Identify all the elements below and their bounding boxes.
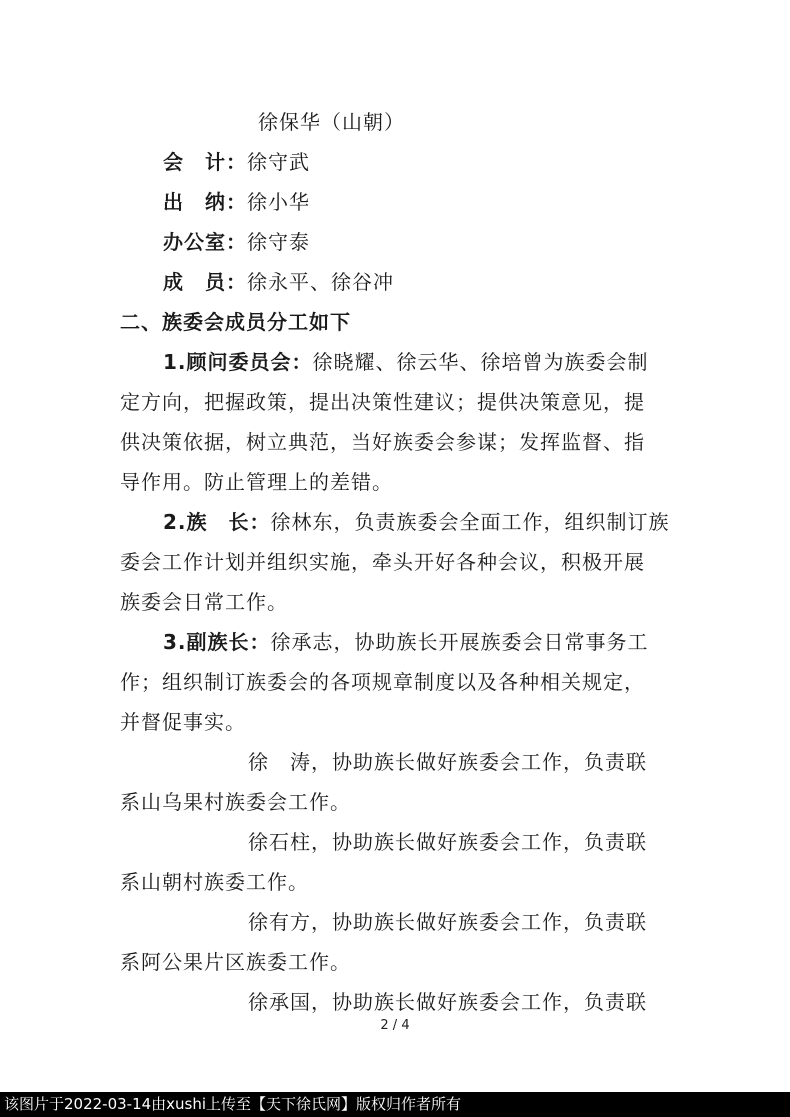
paragraph-line: 供决策依据，树立典范，当好族委会参谋；发挥监督、指 bbox=[120, 430, 645, 454]
paragraph-line: 并督促事实。 bbox=[120, 710, 246, 734]
role-label: 1.顾问委员会： bbox=[163, 350, 313, 374]
paragraph-line: 徐承国，协助族长做好族委会工作，负责联 bbox=[248, 990, 647, 1014]
name-line: 徐保华（山朝） bbox=[258, 110, 405, 134]
paragraph-line: 2.族 长：徐林东，负责族委会全面工作，组织制订族 bbox=[163, 510, 670, 534]
paragraph-line: 1.顾问委员会：徐晓耀、徐云华、徐培曾为族委会制 bbox=[163, 350, 649, 374]
paragraph-line: 徐 涛，协助族长做好族委会工作，负责联 bbox=[248, 750, 647, 774]
paragraph-line: 系山乌果村族委会工作。 bbox=[120, 790, 351, 814]
office-line: 办公室：徐守泰 bbox=[163, 230, 310, 254]
paragraph-line: 系山朝村族委工作。 bbox=[120, 870, 309, 894]
paragraph-line: 族委会日常工作。 bbox=[120, 590, 288, 614]
role-label: 出 纳： bbox=[163, 190, 247, 214]
watermark-footer: 该图片于2022-03-14由xushi上传至【天下徐氏网】版权归作者所有 bbox=[0, 1092, 790, 1117]
paragraph-line: 委会工作计划并组织实施，牵头开好各种会议，积极开展 bbox=[120, 550, 645, 574]
section-heading: 二、族委会成员分工如下 bbox=[120, 310, 351, 334]
role-label: 会 计： bbox=[163, 150, 247, 174]
cashier-line: 出 纳：徐小华 bbox=[163, 190, 310, 214]
paragraph-line: 3.副族长：徐承志，协助族长开展族委会日常事务工 bbox=[163, 630, 649, 654]
paragraph-line: 定方向，把握政策，提出决策性建议；提供决策意见，提 bbox=[120, 390, 645, 414]
paragraph-line: 导作用。防止管理上的差错。 bbox=[120, 470, 393, 494]
role-label: 3.副族长： bbox=[163, 630, 271, 654]
role-label: 成 员： bbox=[163, 270, 247, 294]
page-number: 2 / 4 bbox=[380, 1018, 410, 1033]
role-label: 办公室： bbox=[163, 230, 247, 254]
paragraph-line: 徐有方，协助族长做好族委会工作，负责联 bbox=[248, 910, 647, 934]
role-label: 2.族 长： bbox=[163, 510, 271, 534]
paragraph-line: 系阿公果片区族委工作。 bbox=[120, 950, 351, 974]
accountant-line: 会 计：徐守武 bbox=[163, 150, 310, 174]
paragraph-line: 作；组织制订族委会的各项规章制度以及各种相关规定， bbox=[120, 670, 645, 694]
paragraph-line: 徐石柱，协助族长做好族委会工作，负责联 bbox=[248, 830, 647, 854]
members-line: 成 员：徐永平、徐谷冲 bbox=[163, 270, 394, 294]
